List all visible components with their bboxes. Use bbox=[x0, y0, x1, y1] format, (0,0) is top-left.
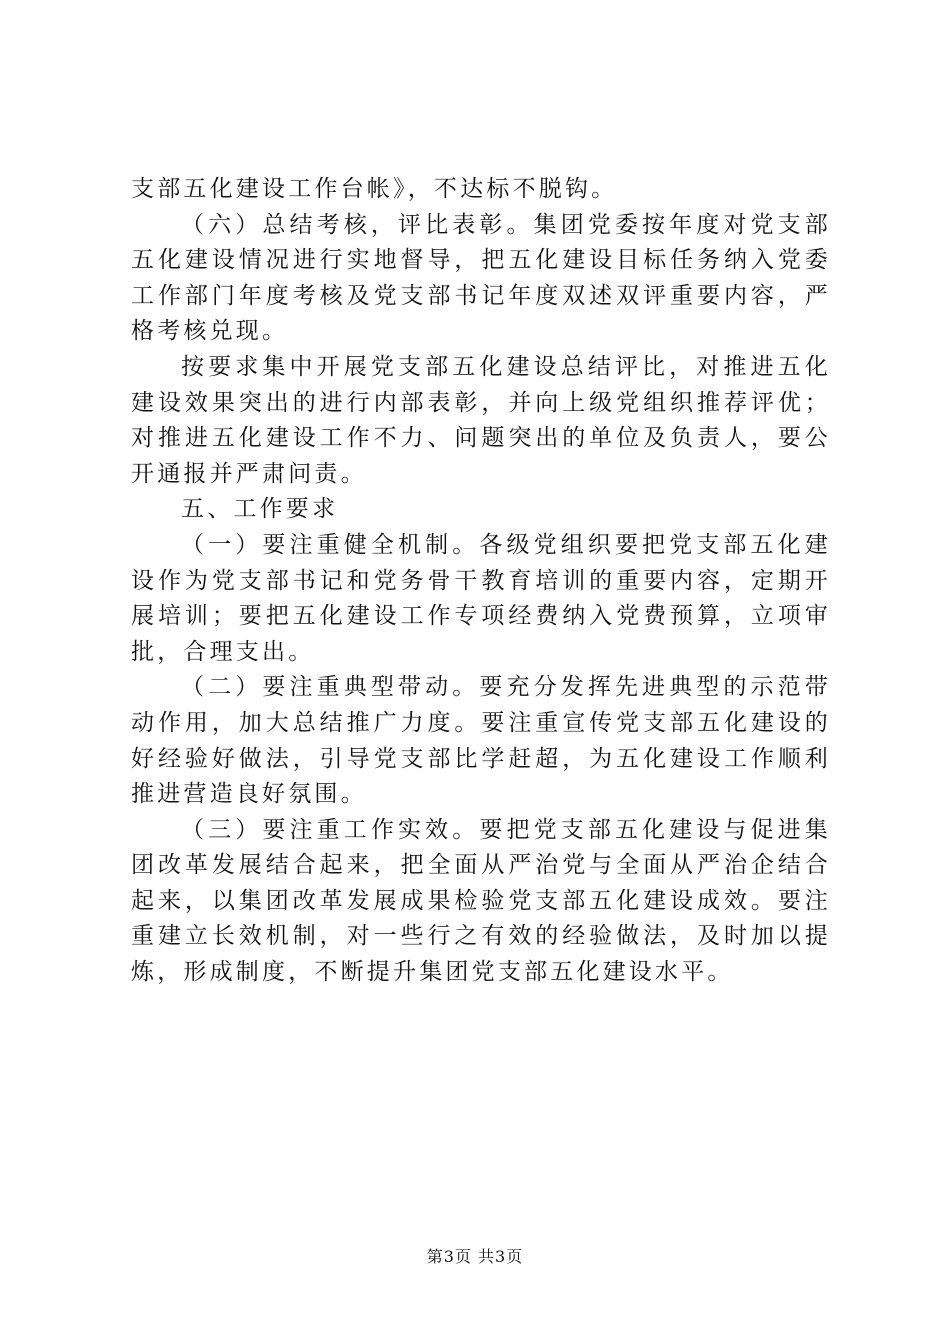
paragraph-summary-assessment: （六）总结考核，评比表彰。集团党委按年度对党支部五化建设情况进行实地督导，把五化建设目标任务纳入党委工作部门年度考核及党支部书记年度双述双评重要内容，严格考核兑现。 bbox=[131, 211, 831, 345]
paragraph-requirement-1: （一）要注重健全机制。各级党组织要把党支部五化建设作为党支部书记和党务骨干教育培训的重要内容，定期开展培训；要把五化建设工作专项经费纳入党费预算，立项审批，合理支出。 bbox=[131, 531, 831, 665]
paragraph-evaluation: 按要求集中开展党支部五化建设总结评比，对推进五化建设效果突出的进行内部表彰，并向上级党组织推荐评优；对推进五化建设工作不力、问题突出的单位及负责人，要公开通报并严肃问责。 bbox=[131, 353, 831, 487]
document-body bbox=[131, 172, 831, 991]
paragraph-requirement-3: （三）要注重工作实效。要把党支部五化建设与促进集团改革发展结合起来，把全面从严治党与全面从严治企结合起来，以集团改革发展成果检验党支部五化建设成效。要注重建立长效机制，对一些行之有效的经验做法，及时加以提炼，形成制度，不断提升集团党支部五化建设水平。 bbox=[131, 816, 831, 986]
section-heading-work-requirements: 五、工作要求 bbox=[181, 496, 339, 523]
page-number-footer: 第3页 共3页 bbox=[426, 1247, 524, 1266]
paragraph-continuation: 支部五化建设工作台帐》，不达标不脱钩。 bbox=[131, 176, 618, 202]
paragraph-requirement-2: （二）要注重典型带动。要充分发挥先进典型的示范带动作用，加大总结推广力度。要注重宣传党支部五化建设的好经验好做法，引导党支部比学赶超，为五化建设工作顺利推进营造良好氛围。 bbox=[131, 674, 831, 808]
